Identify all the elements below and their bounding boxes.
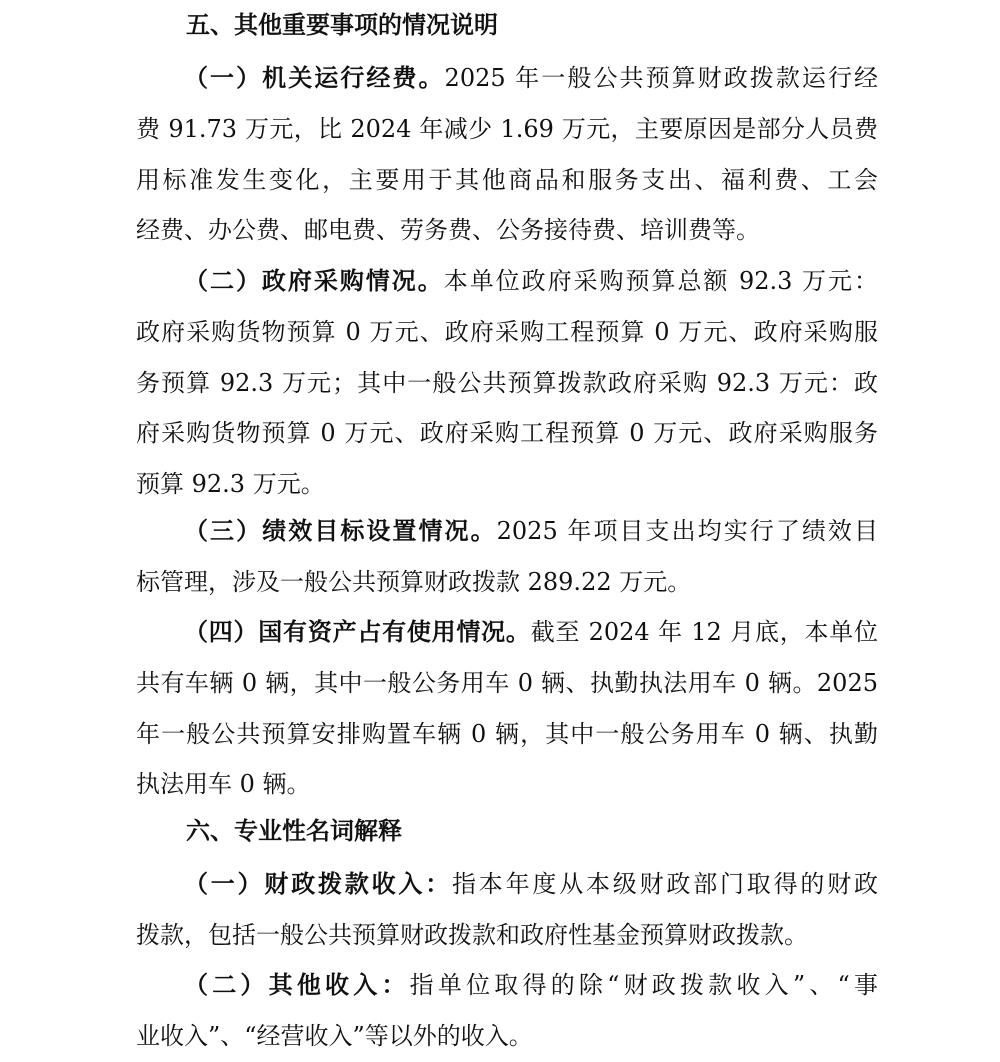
paragraph-line: 标管理，涉及一般公共预算财政拨款 289.22 万元。 — [136, 567, 692, 596]
paragraph-operating-expenses — [136, 53, 878, 256]
paragraph-performance-targets — [136, 506, 878, 608]
paragraph-line: 经费、办公费、邮电费、劳务费、公务接待费、培训费等。 — [136, 216, 760, 245]
line-text: 2025 年一般公共预算财政拨款运行经 — [444, 64, 879, 92]
paragraph-line — [136, 53, 878, 104]
line-text: 指单位取得的除“财政拨款收入”、“事 — [409, 971, 879, 999]
subheading: （四）国有资产占有使用情况。 — [184, 618, 531, 646]
line-text: 指本年度从本级财政部门取得的财政 — [452, 870, 878, 898]
paragraph-line: 府采购货物预算 0 万元、政府采购工程预算 0 万元、政府采购服务 — [136, 419, 878, 448]
paragraph-line — [136, 256, 878, 307]
subheading: （三）绩效目标设置情况。 — [184, 517, 497, 545]
subheading: （一）机关运行经费。 — [184, 64, 445, 92]
subheading: （二）其他收入： — [184, 971, 410, 999]
paragraph-government-procurement — [136, 256, 878, 510]
paragraph-line: 务预算 92.3 万元；其中一般公共预算拨款政府采购 92.3 万元：政 — [136, 368, 878, 397]
subheading: （一）财政拨款收入： — [184, 870, 452, 898]
line-text: 截至 2024 年 12 月底，本单位 — [530, 618, 879, 646]
paragraph-line: 年一般公共预算安排购置车辆 0 辆，其中一般公务用车 0 辆、执勤 — [136, 719, 878, 748]
paragraph-state-assets — [136, 607, 878, 810]
paragraph-line — [136, 859, 878, 910]
paragraph-line — [136, 960, 878, 1011]
section-heading-6: 六、专业性名词解释 — [186, 817, 402, 845]
paragraph-fiscal-appropriation-income — [136, 859, 878, 961]
paragraph-line: 业收入”、“经营收入”等以外的收入。 — [136, 1021, 533, 1050]
paragraph-line: 拨款，包括一般公共预算财政拨款和政府性基金预算财政拨款。 — [136, 920, 808, 949]
paragraph-line — [136, 607, 878, 658]
line-text: 2025 年项目支出均实行了绩效目 — [496, 517, 878, 545]
paragraph-line: 预算 92.3 万元。 — [136, 470, 325, 499]
paragraph-line: 共有车辆 0 辆，其中一般公务用车 0 辆、执勤执法用车 0 辆。2025 — [136, 668, 878, 697]
section-heading-5: 五、其他重要事项的情况说明 — [186, 11, 498, 39]
line-text: 本单位政府采购预算总额 92.3 万元： — [443, 267, 878, 295]
paragraph-line: 政府采购货物预算 0 万元、政府采购工程预算 0 万元、政府采购服 — [136, 317, 878, 346]
paragraph-line: 用标准发生变化，主要用于其他商品和服务支出、福利费、工会 — [136, 165, 878, 194]
paragraph-line: 执法用车 0 辆。 — [136, 770, 311, 799]
paragraph-line — [136, 506, 878, 557]
subheading: （二）政府采购情况。 — [184, 267, 444, 295]
paragraph-line: 费 91.73 万元，比 2024 年减少 1.69 万元，主要原因是部分人员费 — [136, 114, 878, 143]
paragraph-other-income — [136, 960, 878, 1062]
